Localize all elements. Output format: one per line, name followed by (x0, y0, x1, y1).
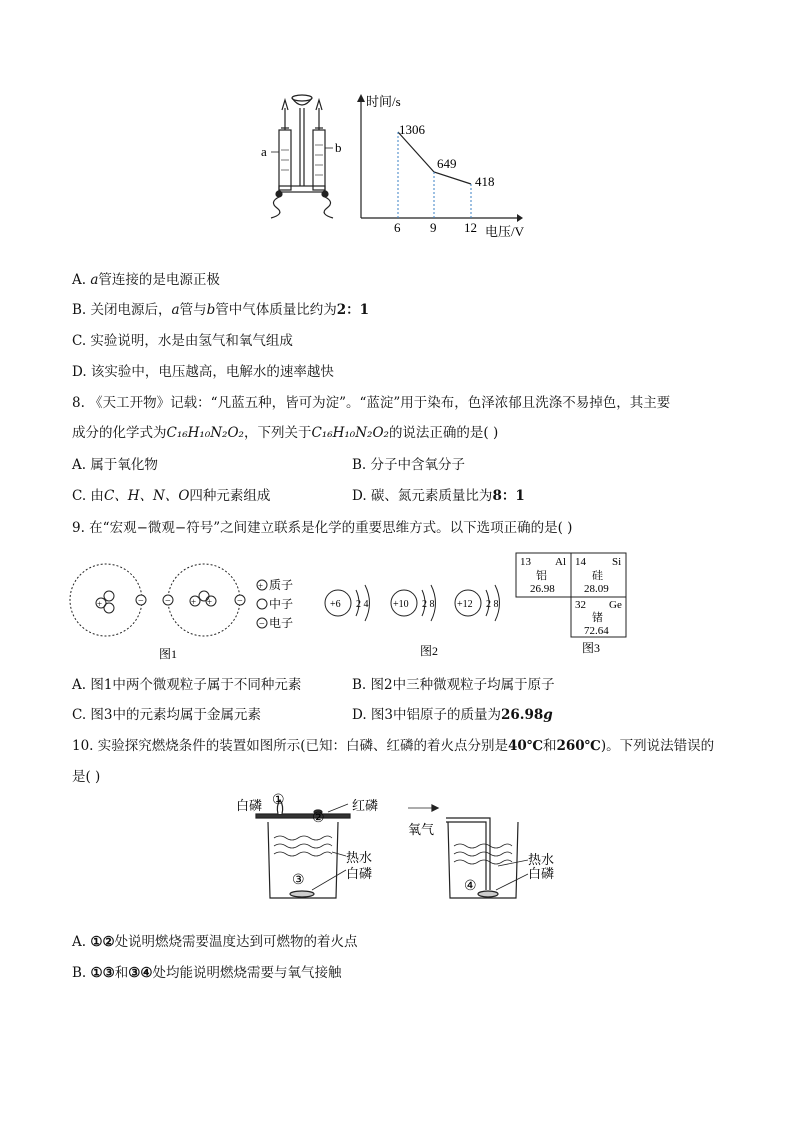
q8-stem-mid: ，下列关于 (243, 425, 312, 441)
cell-ge-number: 32 (575, 599, 586, 611)
q8-option-d-text: D. 碳、氮元素质量比为 (352, 488, 493, 504)
electrolysis-apparatus (271, 95, 333, 218)
cell-al-mass: 26.98 (530, 583, 555, 595)
cell-si-mass: 28.09 (584, 583, 609, 595)
ion2-shells: 2 8 (422, 599, 435, 610)
cell-ge-mass: 72.64 (584, 625, 609, 637)
q9-option-b[interactable]: B. 图2中三种微观粒子均属于原子 (352, 677, 555, 693)
q9-stem: 9. 在“宏观−微观−符号”之间建立联系是化学的重要思维方式。以下选项正确的是( ) (72, 520, 573, 536)
tick-12: 12 (464, 220, 477, 235)
label-white-phosphorus-top: 白磷 (236, 798, 263, 813)
marker-1: ① (272, 793, 285, 808)
q8-option-c[interactable] (72, 486, 270, 506)
fig2-caption: 图2 (420, 644, 439, 658)
q10-option-b[interactable] (72, 963, 341, 983)
q10-option-a-prefix: A. (72, 934, 91, 950)
cell-al-number: 13 (520, 556, 531, 568)
svg-text:+: + (207, 597, 213, 607)
svg-text:−: − (259, 619, 265, 630)
fig1-atoms (70, 564, 267, 636)
ion2-nucleus: +10 (393, 599, 409, 610)
q10-combustion-figure (228, 790, 568, 905)
label-hot-water-right: 热水 (528, 852, 555, 867)
x-axis-label: 电压/V (485, 224, 525, 239)
y-axis-arrow (357, 94, 365, 102)
point-label-418: 418 (475, 174, 495, 189)
q10-option-b-markers-1: ①③ (90, 965, 115, 981)
q8-option-a[interactable]: A. 属于氧化物 (72, 457, 158, 473)
q7-option-b-var-b: b (206, 302, 216, 318)
electrolysis-figure (255, 90, 535, 240)
ion3-shells: 2 8 (486, 599, 499, 610)
q7-option-b-prefix: B. 关闭电源后， (72, 302, 172, 318)
marker-3: ③ (292, 873, 305, 888)
svg-text:−: − (165, 596, 171, 607)
q7-option-b-mid: 管与 (179, 302, 207, 318)
q10-temp-white: 40℃ (508, 738, 543, 754)
marker-2: ② (312, 811, 325, 826)
tick-6: 6 (394, 220, 401, 235)
legend-neutron: 中子 (269, 597, 294, 611)
svg-text:+: + (97, 599, 103, 609)
q8-stem-line1: 8. 《天工开物》记载：“凡蓝五种，皆可为淀”。“蓝淀”用于染布，色泽浓郁且洗涤不易掉色，其主要 (72, 395, 671, 411)
fig2-structures (325, 585, 500, 621)
point-label-1306: 1306 (399, 122, 425, 137)
q9-option-d-text: D. 图3中铝原子的质量为 (352, 707, 502, 723)
q7-option-a-prefix: A. (72, 272, 91, 288)
q7-option-a-text: 管连接的是电源正极 (98, 272, 220, 288)
fig3-caption: 图3 (582, 641, 601, 655)
tube-b-label: b (335, 140, 342, 155)
q10-stem-line1 (72, 736, 714, 756)
cell-ge-name: 锗 (592, 612, 603, 624)
ion1-nucleus: +6 (330, 599, 341, 610)
cell-al-symbol: Al (555, 556, 566, 568)
legend-electron: 电子 (269, 616, 294, 630)
q8-formula-2: C₁₆H₁₀N₂O₂ (311, 425, 389, 441)
label-red-phosphorus: 红磷 (352, 798, 379, 813)
cell-si-number: 14 (575, 556, 586, 568)
tube-a-label: a (261, 144, 267, 159)
q9-option-c[interactable]: C. 图3中的元素均属于金属元素 (72, 707, 262, 723)
voltage-time-graph (357, 94, 525, 239)
q7-option-a-var: a (90, 272, 99, 288)
q8-option-d-ratio: 8：1 (492, 488, 525, 504)
q8-option-c-prefix: C. 由 (72, 488, 104, 504)
q7-option-d[interactable]: D. 该实验中，电压越高，电解水的速率越快 (72, 364, 334, 380)
point-label-649: 649 (437, 156, 457, 171)
svg-text:−: − (138, 596, 144, 607)
tick-9: 9 (430, 220, 437, 235)
q7-option-b-ratio: 2：1 (336, 302, 370, 318)
q10-option-b-markers-2: ③④ (128, 965, 153, 981)
ion3-nucleus: +12 (457, 599, 473, 610)
q10-option-a-text: 处说明燃烧需要温度达到可燃物的着火点 (114, 934, 358, 950)
q10-option-a-markers: ①② (90, 934, 115, 950)
q8-stem-end: 的说法正确的是( ) (388, 425, 499, 441)
q7-option-c[interactable]: C. 实验说明，水是由氢气和氧气组成 (72, 333, 293, 349)
q10-stem-line2: 是( ) (72, 769, 101, 785)
q8-option-c-text: 四种元素组成 (189, 488, 271, 504)
q10-stem-end: )。下列说法错误的 (600, 738, 715, 754)
label-oxygen: 氧气 (408, 822, 435, 837)
q8-formula: C₁₆H₁₀N₂O₂ (166, 425, 244, 441)
q8-stem-line2 (72, 423, 498, 443)
q10-stem-pre: 10. 实验探究燃烧条件的装置如图所示(已知：白磷、红磷的着火点分别是 (72, 738, 509, 754)
q8-option-d[interactable] (352, 486, 525, 506)
q10-option-b-and: 和 (114, 965, 129, 981)
legend-proton: 质子 (269, 578, 294, 592)
svg-text:−: − (237, 596, 243, 607)
q8-option-c-elements: C、H、N、O (103, 488, 190, 504)
cell-ge-symbol: Ge (609, 599, 622, 611)
q9-option-d-unit: g (543, 707, 553, 723)
fig3-periodic-cells (516, 553, 626, 637)
cell-si-symbol: Si (612, 556, 622, 568)
marker-4: ④ (464, 879, 477, 894)
q9-option-d[interactable] (352, 705, 553, 725)
q7-option-a[interactable] (72, 270, 220, 290)
q8-stem-pre: 成分的化学式为 (72, 425, 167, 441)
q10-option-b-prefix: B. (72, 965, 91, 981)
cell-si-name: 硅 (592, 570, 603, 582)
q10-stem-and: 和 (543, 738, 557, 754)
q7-option-b[interactable] (72, 300, 369, 320)
y-axis-label: 时间/s (366, 94, 401, 109)
label-hot-water-left: 热水 (346, 850, 373, 865)
q10-temp-red: 260℃ (556, 738, 601, 754)
fig1-caption: 图1 (159, 647, 178, 661)
q7-option-b-var-a: a (171, 302, 180, 318)
x-axis-arrow (517, 214, 523, 222)
svg-text:+: + (258, 581, 264, 591)
q9-option-a[interactable]: A. 图1中两个微观粒子属于不同种元素 (72, 677, 302, 693)
q10-option-b-text: 处均能说明燃烧需要与氧气接触 (152, 965, 342, 981)
label-white-phosphorus-left: 白磷 (346, 866, 373, 881)
label-white-phosphorus-right: 白磷 (528, 866, 555, 881)
cell-al-name: 铝 (536, 570, 547, 582)
q7-option-b-text: 管中气体质量比约为 (215, 302, 337, 318)
q9-option-d-value: 26.98 (501, 707, 544, 723)
q10-option-a[interactable] (72, 932, 358, 952)
q9-figures (64, 548, 644, 663)
svg-text:+: + (191, 597, 197, 607)
ion1-shells: 2 4 (356, 599, 369, 610)
q8-option-b[interactable]: B. 分子中含氧分子 (352, 457, 466, 473)
